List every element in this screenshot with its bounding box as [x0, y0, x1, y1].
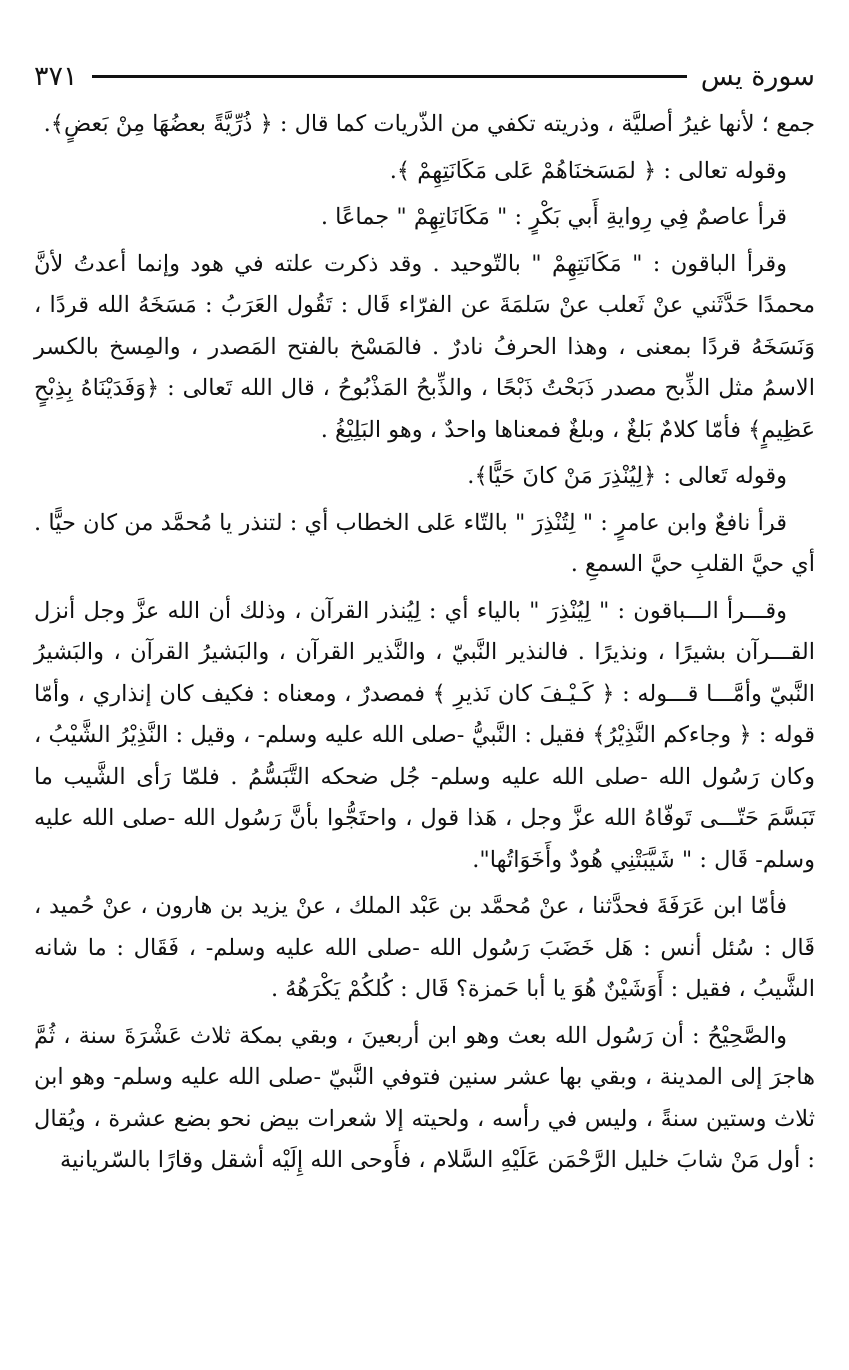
paragraph: فأمّا ابن عَرَفَةَ فحدَّثنا ، عنْ مُحمَّد بن عَبْد الملك ، عنْ يزيد بن هارون ، عنْ حُميد ، قَال : سُئل أنس : هَل خَضَبَ رَسُول الله -صلى الله عليه وسلم- ، فَقَال : ما شانه الشَّيبُ ، فقيل : أَوَشَيْنٌ هُوَ يا أبا حَمزة؟ قَال : كُلكُمْ يَكْرَهُهُ .	[34, 893, 815, 1002]
paragraph: وقرأ الباقون : " مَكَانَتِهِمْ " بالتّوحيد . وقد ذكرت علته في هود وإنما أعدتُ لأنَّ محمدًا حَدَّثَني عنْ ثَعلب عنْ سَلمَةَ عن الفرّاء قَال : تَقُول العَرَبُ : مَسَخَهُ الله قردًا ، وَنَسَخَهُ قردًا بمعنى ، وهذا الحرفُ نادرٌ . فالمَسْخ بالفتح المَصدر ، والمِسخ بالكسر الاسمُ مثل الذِّبح مصدر ذَبَحْتُ ذَبْحًا ، والذِّبحُ المَذْبُوحُ ، قال الله تَعالى : ﴿وَفَدَيْنَاهُ بِذِبْحٍ عَظِيمٍ﴾ فأمّا كلامٌ بَلغٌ ، وبلغٌ فمعناها واحدٌ ، وهو البَلِيْغُ .	[34, 250, 815, 443]
paragraph: والصَّحِيْحُ : أن رَسُول الله بعث وهو ابن أربعينَ ، وبقي بمكة ثلاث عَشْرَةَ سنة ، ثُمَّ هاجرَ إلى المدينة ، وبقي بها عشر سنين فتوفي النَّبيّ -صلى الله عليه وسلم- وهو ابن ثلاث وستين سنةً ، وليس في رأسه ، ولحيته إلا شعرات بيض نحو بضع عشرة ، ويُقال : أول مَنْ شابَ خليل الرَّحْمَن عَلَيْهِ السَّلام ، فأَوحى الله إِلَيْه أشقل وقارًا بالسّريانية	[34, 1022, 815, 1173]
paragraph: قرأ عاصمٌ فِي رِوايةِ أَبي بَكْرٍ : " مَكَانَاتِهِمْ " جماعًا .	[320, 204, 787, 230]
page-number: ٣٧١	[34, 60, 78, 92]
paragraph: وقوله تَعالى : ﴿لِيُنْذِرَ مَنْ كانَ حَيًّا﴾.	[467, 463, 787, 489]
paragraph: قرأ نافعٌ وابن عامرٍ : " لِتُنْذِرَ " بالتّاء عَلى الخطاب أي : لتنذر يا مُحمَّد من كان حيًّا . أي حيَّ القلبِ حيَّ السمعِ .	[34, 509, 815, 577]
paragraph: وقـــرأ الـــباقون : " لِيُنْذِرَ " بالياء أي : لِيُنذر القرآن ، وذلك أن الله عزَّ وجل أنزل القـــرآن بشيرًا ، ونذيرًا . فالنذير النَّبيّ ، والنَّذير القرآن ، والبَشيرُ القرآن ، والبَشيرُ النَّبيّ وأمَّـــا قـــوله : ﴿ كَـيْـفَ كان نَذيرِ ﴾ فمصدرٌ ، ومعناه : فكيف كان إنذاري ، وأمّا قوله : ﴿ وجاءكم النَّذِيْرُ﴾ فقيل : النَّبيُّ -صلى الله عليه وسلم- ، وقيل : النَّذِيْرُ الشَّيْبُ ، وكان رَسُول الله -صلى الله عليه وسلم- جُل ضحكه التَّبَسُّمُ . فلمّا رَأى الشَّيب ما تَبَسَّمَ حَتّـــى تَوفّاهُ الله عزَّ وجل ، هَذا قول ، واحتَجُّوا بأنَّ رَسُول الله -صلى الله عليه وسلم- قَال : " شَيَّبَتْنِي هُودٌ وأَخَوَاتُها".	[34, 597, 815, 873]
paragraph: جمع ؛ لأنها غيرُ أصليَّة ، وذريته تكفي من الذّريات كما قال : ﴿ ذُرِّيَّةً بعضُهَا مِنْ بَعضٍ﴾.	[43, 111, 815, 137]
page-header	[34, 58, 815, 94]
header-rule	[92, 75, 687, 78]
paragraph: وقوله تعالى : ﴿ لمَسَخنَاهُمْ عَلى مَكَانَتِهِمْ ﴾.	[389, 157, 787, 184]
surah-title: سورة يس	[700, 60, 815, 92]
body-text	[34, 104, 815, 1182]
